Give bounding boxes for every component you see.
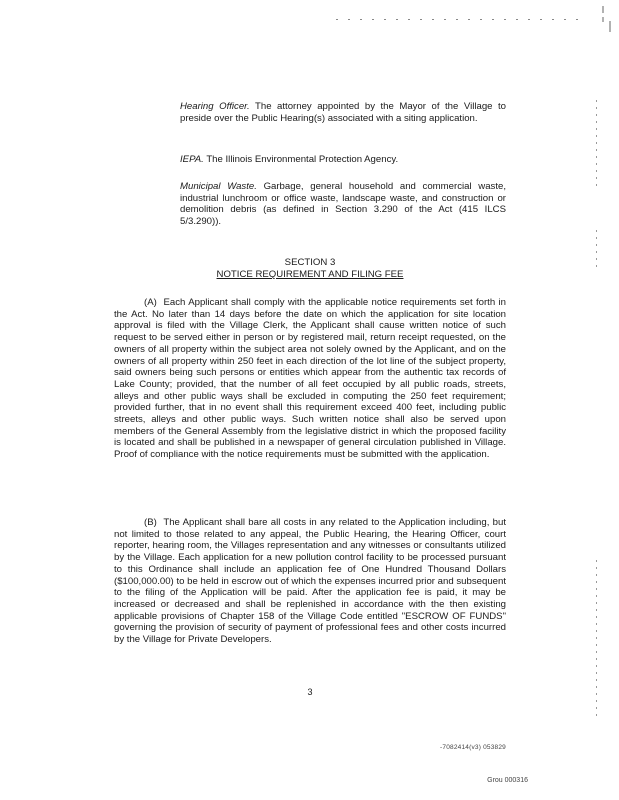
definition-hearing-officer <box>180 101 506 124</box>
definition-term: Municipal Waste. <box>180 181 257 192</box>
definition-text: The attorney appointed by the Mayor of the Village to preside over the Public Hearing(s) associated with a siting application. <box>180 101 506 124</box>
document-reference: -7082414(v3) 053829 <box>440 744 506 751</box>
definition-term: Hearing Officer. <box>180 101 250 112</box>
definition-text: Garbage, general household and commercial waste, industrial lunchroom or office waste, landscape waste, and construction or demolition debris (as defined in Section 3.290 of the Act (415 ILCS 5/3.290)). <box>180 181 506 228</box>
page-number: 3 <box>307 687 313 697</box>
paragraph-a <box>114 297 506 461</box>
section-number: SECTION 3 <box>284 257 336 268</box>
paragraph-b <box>114 517 506 646</box>
paragraph-text: Each Applicant shall comply with the applicable notice requirements set forth in the Act. No later than 14 days before the date on which the application for site location approval is filed with the Village Clerk, the Applicant shall cause written notice of such request to be served either in person or by registered mail, return receipt requested, on the owners of all property within the subject area not solely owned by the Applicant, and on the owners of all property within 250 feet in each direction of the lot line of the subject property, said owners being such persons or entities which appear from the authentic tax records of Lake County; provided, that the number of all feet occupied by all public roads, streets, alleys and other public ways shall be excluded in computing the 250 feet requirement; provided further, that in no event shall this requirement exceed 400 feet, including public streets, alleys and other public ways. Such written notice shall also be served upon members of the General Assembly from the legislative district in which the proposed facility is located and shall be published in a newspaper of general circulation published in Village. Proof of compliance with the notice requirements must be submitted with the application. <box>114 297 506 461</box>
definition-term: IEPA. <box>180 154 204 165</box>
definition-iepa <box>180 154 506 166</box>
definition-municipal-waste <box>180 181 506 228</box>
scan-artifact-top <box>336 19 586 20</box>
scan-artifact-edge <box>596 230 597 270</box>
definition-text: The Illinois Environmental Protection Agency. <box>203 154 399 165</box>
scan-artifact-corner <box>600 4 614 34</box>
section-title: NOTICE REQUIREMENT AND FILING FEE <box>216 269 404 280</box>
scan-artifact-edge <box>596 560 597 720</box>
paragraph-label: (A) <box>144 297 157 308</box>
scan-artifact-edge <box>596 100 597 190</box>
paragraph-text: The Applicant shall bare all costs in any related to the Application including, but not limited to those related to any appeal, the Public Hearing, the Hearing Officer, court reporter, hearing room, the Villages representation and any witnesses or consultants utilized by the Village. Each application for a new pollution control facility to be processed pursuant to this Ordinance shall include an application fee of One Hundred Thousand Dollars ($100,000.00) to be held in escrow out of which the expenses incurred prior and subsequent to the filing of the Application will be paid. After the application fee is paid, it may be increased or decreased and shall be replenished in accordance with the then existing applicable provisions of Chapter 158 of the Village Code entitled "ESCROW OF FUNDS" governing the provision of security of payment of professional fees and other costs incurred by the Village for Private Developers. <box>114 517 506 646</box>
paragraph-label: (B) <box>144 517 157 528</box>
bates-number: Grou 000316 <box>487 777 528 784</box>
